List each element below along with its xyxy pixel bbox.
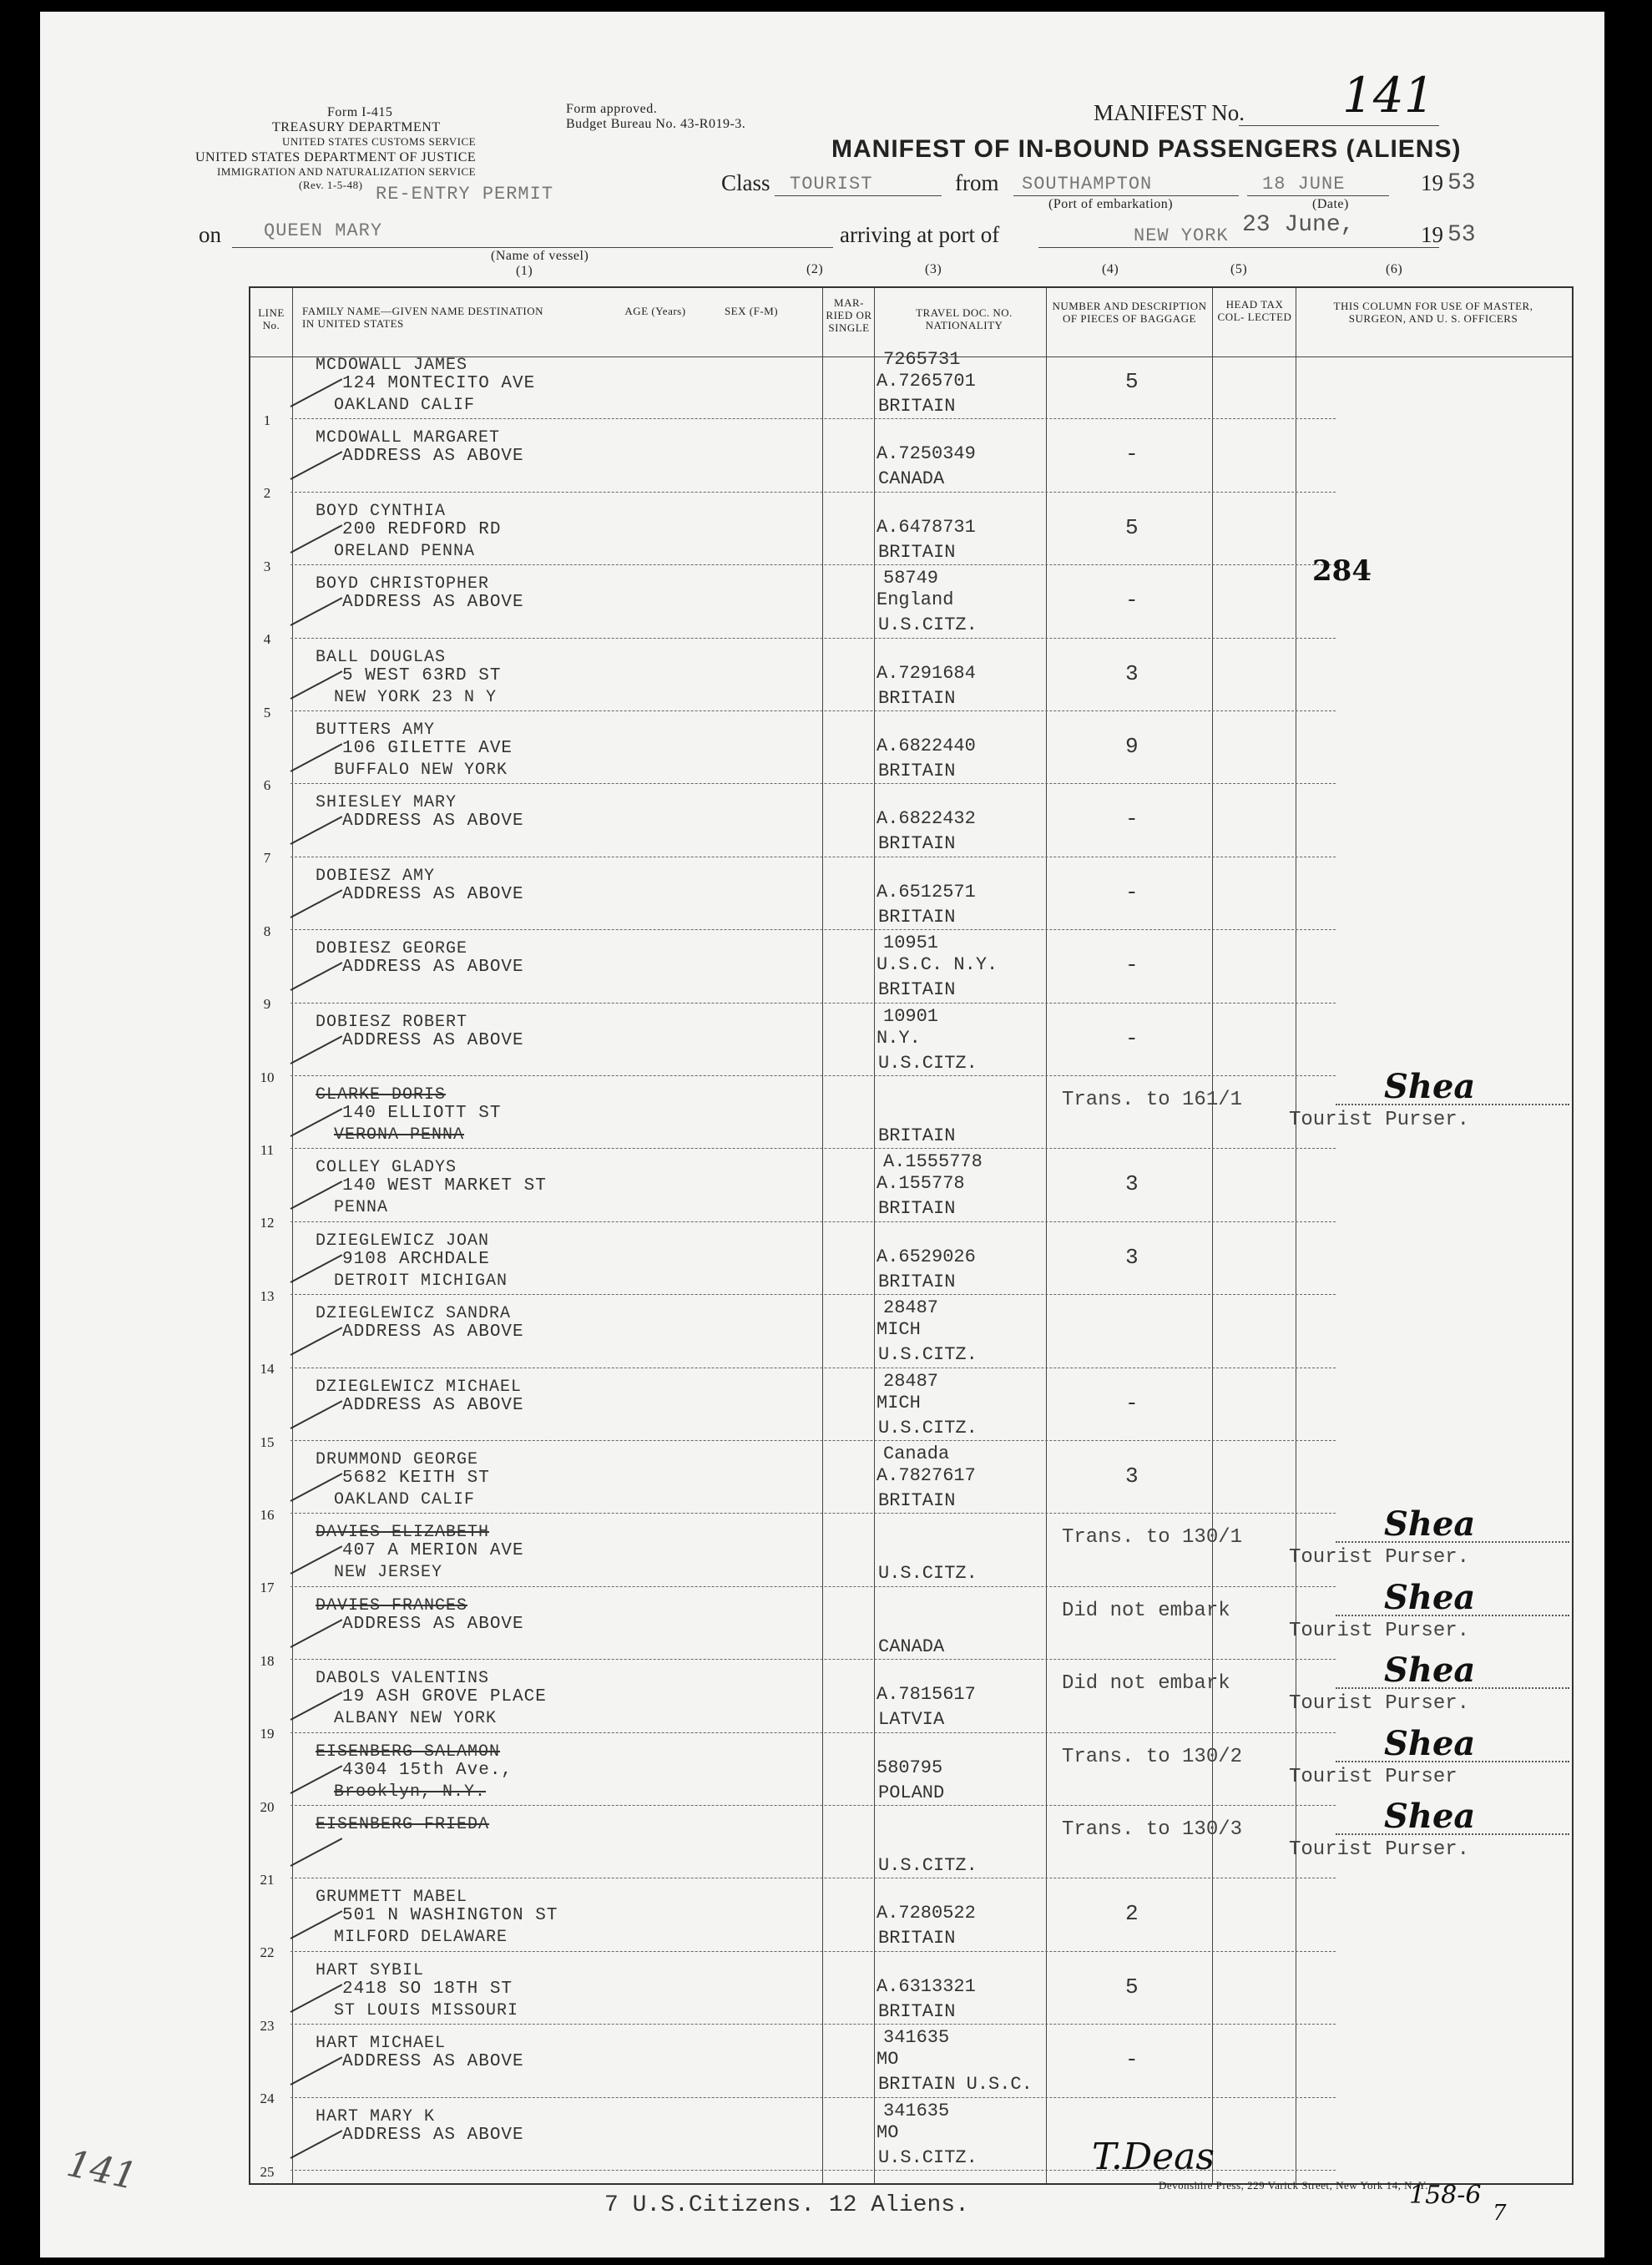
address-line: ADDRESS AS ABOVE — [342, 593, 524, 613]
line-number: 6 — [263, 777, 271, 793]
passenger-summary: 7 U.S.Citizens. 12 Aliens. — [604, 2192, 969, 2218]
travel-doc-number: A.6822440 — [877, 736, 976, 756]
city-line: BUFFALO NEW YORK — [334, 761, 508, 780]
class-label: Class — [721, 170, 770, 195]
nationality: U.S.CITZ. — [878, 614, 978, 636]
travel-doc-line1: 10901 — [883, 1005, 939, 1027]
passenger-name: BALL DOUGLAS — [316, 647, 447, 667]
city-line: NEW JERSEY — [334, 1563, 443, 1583]
ins-service: IMMIGRATION AND NATURALIZATION SERVICE — [217, 165, 477, 178]
address-line: 5682 KEITH ST — [342, 1469, 490, 1488]
tourist-purser: Tourist Purser. — [1289, 1838, 1470, 1861]
signature-dotted-line — [1336, 1761, 1569, 1762]
passenger-name: DAVIES ELIZABETH — [316, 1523, 490, 1543]
line-number: 17 — [260, 1580, 275, 1596]
city-line: NEW YORK 23 N Y — [334, 687, 498, 707]
city-line: PENNA — [334, 1198, 389, 1218]
line-number: 16 — [260, 1507, 275, 1523]
row-divider — [290, 2024, 1336, 2025]
travel-doc-number: A.6512571 — [877, 881, 976, 902]
address-line: ADDRESS AS ABOVE — [342, 447, 524, 467]
passenger-name: DRUMMOND GEORGE — [316, 1450, 479, 1469]
vessel-name: QUEEN MARY — [264, 220, 383, 241]
class-value: TOURIST — [790, 174, 873, 195]
baggage-count: - — [1125, 1390, 1139, 1416]
baggage-count: 3 — [1125, 660, 1139, 686]
address-line: 124 MONTECITO AVE — [342, 374, 536, 393]
row-divider — [290, 2097, 1336, 2098]
baggage-count: 5 — [1125, 514, 1139, 540]
passenger-name: SHIESLEY MARY — [316, 793, 457, 813]
passenger-name: CLARKE DORIS — [316, 1085, 447, 1105]
row-divider — [290, 492, 1336, 493]
travel-doc-line1: 28487 — [883, 1370, 939, 1392]
address-line: 407 A MERION AVE — [342, 1541, 524, 1561]
passenger-name: BUTTERS AMY — [316, 720, 436, 740]
address-line: ADDRESS AS ABOVE — [342, 811, 524, 832]
nationality: CANADA — [878, 468, 945, 490]
travel-doc-number: A.155778 — [877, 1173, 965, 1195]
baggage-count: 2 — [1125, 1901, 1139, 1927]
line-number: 1 — [263, 412, 271, 428]
signature-dotted-line — [1336, 1687, 1569, 1689]
address-line: ADDRESS AS ABOVE — [342, 1030, 524, 1050]
line-number: 3 — [263, 558, 271, 574]
arriving-label: arriving at port of — [840, 222, 1000, 247]
arrival-port: NEW YORK — [1134, 225, 1229, 246]
nationality: BRITAIN — [878, 761, 956, 781]
arrival-date: 23 June, — [1242, 212, 1355, 238]
passenger-name: EISENBERG SALAMON — [316, 1742, 501, 1762]
signature-dotted-line — [1336, 1833, 1569, 1835]
header-baggage: NUMBER AND DESCRIPTION OF PIECES OF BAGGAGE — [1052, 300, 1207, 325]
nationality: BRITAIN — [878, 833, 956, 855]
row-divider — [290, 1951, 1336, 1952]
year2: 53 — [1447, 222, 1476, 248]
row-divider — [290, 1294, 1336, 1295]
address-line: ADDRESS AS ABOVE — [342, 1395, 524, 1415]
baggage-count: - — [1125, 1025, 1139, 1051]
address-line: ADDRESS AS ABOVE — [342, 884, 524, 904]
nationality: BRITAIN — [878, 396, 956, 417]
line-number: 12 — [260, 1215, 275, 1231]
port-embark-caption: (Port of embarkation) — [1048, 197, 1174, 211]
row-divider — [290, 1732, 1336, 1733]
travel-doc-line1: A.1555778 — [883, 1151, 983, 1173]
col6-number: (6) — [1386, 262, 1403, 276]
nationality: POLAND — [878, 1782, 945, 1803]
nationality: BRITAIN — [878, 1928, 956, 1949]
header-sex: SEX (F-M) — [724, 305, 779, 317]
travel-doc-number: A.7280522 — [877, 1903, 976, 1924]
baggage-count: - — [1125, 953, 1139, 978]
from-label: from — [955, 170, 999, 195]
vessel-col: (1) — [516, 264, 533, 278]
travel-doc-number: A.7265701 — [877, 371, 976, 392]
header-travel-doc: TRAVEL DOC. NO. NATIONALITY — [916, 306, 1013, 331]
city-line: OAKLAND CALIF — [334, 1490, 476, 1509]
row-divider — [290, 1440, 1336, 1441]
passenger-name: BOYD CYNTHIA — [316, 501, 447, 521]
baggage-count: 3 — [1125, 1171, 1139, 1197]
line-number: 22 — [260, 1944, 275, 1961]
travel-doc-number: A.7291684 — [877, 662, 976, 684]
nationality: U.S.CITZ. — [878, 1052, 978, 1074]
nationality: BRITAIN — [878, 979, 956, 1001]
customs-service: UNITED STATES CUSTOMS SERVICE — [282, 135, 477, 148]
status-note: Trans. to 130/3 — [1062, 1818, 1243, 1841]
reentry-permit: RE-ENTRY PERMIT — [376, 184, 554, 205]
city-line: Brooklyn, N.Y. — [334, 1782, 487, 1802]
form-number: Form I-415 — [327, 105, 393, 119]
nationality: U.S.CITZ. — [878, 1417, 978, 1438]
manifest-number: 141 — [1342, 67, 1435, 124]
line-number: 10 — [260, 1069, 275, 1085]
passenger-name: EISENBERG FRIEDA — [316, 1815, 490, 1834]
manifest-label: MANIFEST No. — [1094, 100, 1245, 125]
line-number: 5 — [263, 704, 271, 720]
travel-doc-line1: 7265731 — [883, 349, 961, 370]
revision: (Rev. 1-5-48) — [299, 179, 363, 191]
line-number: 18 — [260, 1652, 275, 1669]
signature-dotted-line — [1336, 1104, 1569, 1105]
city-line: MILFORD DELAWARE — [334, 1928, 508, 1948]
travel-doc-line1: 28487 — [883, 1297, 939, 1319]
head-tax-mark: 284 — [1312, 554, 1372, 588]
col2-number: (2) — [806, 262, 824, 276]
baggage-count: 9 — [1125, 734, 1139, 759]
address-line: 140 ELLIOTT ST — [342, 1104, 502, 1123]
address-line: 140 WEST MARKET ST — [342, 1176, 547, 1196]
col5-number: (5) — [1230, 262, 1248, 276]
justice-dept: UNITED STATES DEPARTMENT OF JUSTICE — [195, 150, 477, 164]
nationality: U.S.CITZ. — [878, 1563, 978, 1585]
line-number: 7 — [263, 850, 271, 867]
row-divider — [290, 638, 1336, 639]
form-approved: Form approved. — [566, 102, 658, 116]
year1-prefix: 19 — [1421, 170, 1443, 195]
line-number: 21 — [260, 1872, 275, 1888]
city-line: ALBANY NEW YORK — [334, 1709, 498, 1729]
travel-doc-number: 580795 — [877, 1757, 943, 1778]
row-divider — [290, 1586, 1336, 1587]
manifest-title: MANIFEST OF IN-BOUND PASSENGERS (ALIENS) — [831, 135, 1462, 163]
col3-number: (3) — [925, 262, 942, 276]
header-name: FAMILY NAME—GIVEN NAME DESTINATION IN UNITED STATES — [302, 305, 544, 330]
baggage-count: 5 — [1125, 1974, 1139, 2000]
purser-signature: Shea — [1384, 1577, 1476, 1617]
line-number: 20 — [260, 1798, 275, 1815]
travel-doc-line1: Canada — [883, 1443, 950, 1464]
line-number: 11 — [260, 1142, 275, 1158]
city-line: VERONA PENNA — [334, 1125, 465, 1145]
travel-doc-line1: 341635 — [883, 2100, 950, 2121]
treasury-dept: TREASURY DEPARTMENT — [272, 120, 441, 134]
travel-doc-number: A.6478731 — [877, 516, 976, 538]
col4-number: (4) — [1102, 262, 1119, 276]
passenger-name: DOBIESZ GEORGE — [316, 939, 468, 959]
line-number: 4 — [263, 631, 271, 648]
line-number: 19 — [260, 1726, 275, 1742]
row-divider — [290, 1221, 1336, 1222]
address-line: 501 N WASHINGTON ST — [342, 1906, 558, 1926]
address-line: 106 GILETTE AVE — [342, 739, 513, 758]
line-number: 8 — [263, 923, 271, 939]
passenger-name: MCDOWALL JAMES — [316, 356, 468, 375]
vessel-caption: (Name of vessel) — [491, 249, 589, 263]
row-divider — [290, 1075, 1336, 1076]
embark-date: 18 JUNE — [1262, 174, 1346, 195]
row-divider — [290, 1659, 1336, 1660]
officer-note: 158-6 — [1409, 2181, 1482, 2210]
nationality: BRITAIN — [878, 541, 956, 563]
passenger-name: COLLEY GLADYS — [316, 1158, 457, 1178]
nationality: BRITAIN — [878, 1271, 956, 1292]
row-divider — [290, 418, 1336, 419]
nationality: BRITAIN — [878, 906, 956, 928]
header-line-no: LINE No. — [258, 306, 285, 331]
tourist-purser: Tourist Purser. — [1289, 1109, 1470, 1131]
line-number: 23 — [260, 2017, 275, 2034]
city-line: ST LOUIS MISSOURI — [334, 2000, 519, 2020]
header-officer-use: THIS COLUMN FOR USE OF MASTER, SURGEON, AND U. S. OFFICERS — [1333, 300, 1533, 325]
travel-doc-number: U.S.C. N.Y. — [877, 954, 998, 976]
line-number: 25 — [260, 2163, 275, 2180]
tourist-purser: Tourist Purser. — [1289, 1546, 1470, 1570]
address-line: 9108 ARCHDALE — [342, 1249, 490, 1269]
row-divider — [290, 1805, 1336, 1806]
purser-signature: Shea — [1384, 1067, 1476, 1106]
travel-doc-number: A.7250349 — [877, 443, 976, 465]
margin-number: 141 — [63, 2141, 141, 2199]
status-note: Did not embark — [1062, 1672, 1230, 1696]
travel-doc-number: A.6822432 — [877, 808, 976, 830]
year1: 53 — [1447, 170, 1476, 196]
officer-signature: T.Deas — [1092, 2136, 1215, 2178]
city-line: DETROIT MICHIGAN — [334, 1271, 508, 1291]
line-number: 14 — [260, 1361, 275, 1378]
nationality: LATVIA — [878, 1709, 945, 1731]
status-note: Trans. to 161/1 — [1062, 1089, 1243, 1111]
row-divider — [290, 564, 1336, 565]
address-line: 4304 15th Ave., — [342, 1760, 513, 1780]
address-line: ADDRESS AS ABOVE — [342, 2125, 524, 2145]
nationality: U.S.CITZ. — [878, 2146, 978, 2168]
tourist-purser: Tourist Purser. — [1289, 1692, 1470, 1716]
address-line: 200 REDFORD RD — [342, 519, 502, 539]
nationality: U.S.CITZ. — [878, 1855, 978, 1876]
city-line: OAKLAND CALIF — [334, 396, 476, 415]
passenger-name: DZIEGLEWICZ SANDRA — [316, 1304, 512, 1324]
passenger-name: DZIEGLEWICZ JOAN — [316, 1231, 490, 1251]
row-divider — [290, 1003, 1336, 1004]
date-caption: (Date) — [1312, 197, 1349, 211]
header-head-tax: HEAD TAX COL- LECTED — [1217, 298, 1292, 323]
line-number: 24 — [260, 2091, 275, 2107]
nationality: BRITAIN — [878, 1490, 956, 1511]
purser-signature: Shea — [1384, 1504, 1476, 1545]
nationality: BRITAIN — [878, 687, 956, 709]
signature-dotted-line — [1336, 1541, 1569, 1543]
status-note: Did not embark — [1062, 1599, 1230, 1622]
passenger-name: DABOLS VALENTINS — [316, 1669, 490, 1689]
passenger-name: MCDOWALL MARGARET — [316, 428, 501, 448]
officer-note-2: 7 — [1493, 2201, 1507, 2226]
travel-doc-number: MO — [877, 2049, 899, 2070]
baggage-count: - — [1125, 588, 1139, 614]
manifest-page — [40, 12, 1604, 2257]
travel-doc-number: N.Y. — [877, 1027, 921, 1049]
travel-doc-number: A.6529026 — [877, 1246, 976, 1267]
travel-doc-number: MICH — [877, 1392, 921, 1413]
status-note: Trans. to 130/1 — [1062, 1526, 1243, 1550]
passenger-name: HART MARY K — [316, 2106, 436, 2126]
year2-prefix: 19 — [1421, 222, 1443, 247]
travel-doc-number: England — [877, 589, 954, 611]
address-line: 19 ASH GROVE PLACE — [342, 1687, 547, 1707]
passenger-name: BOYD CHRISTOPHER — [316, 574, 490, 594]
on-label: on — [199, 222, 221, 247]
address-line: ADDRESS AS ABOVE — [342, 1614, 524, 1634]
travel-doc-number: A.7827617 — [877, 1465, 976, 1486]
row-divider — [290, 929, 1336, 930]
signature-dotted-line — [1336, 1615, 1569, 1616]
nationality: BRITAIN — [878, 1198, 956, 1220]
baggage-count: - — [1125, 442, 1139, 468]
row-divider — [290, 783, 1336, 784]
travel-doc-number: A.7815617 — [877, 1684, 976, 1706]
passenger-name: DOBIESZ ROBERT — [316, 1012, 468, 1032]
line-number: 2 — [263, 485, 271, 502]
nationality: BRITAIN U.S.C. — [878, 2074, 1033, 2096]
baggage-count: - — [1125, 879, 1139, 905]
passenger-name: DAVIES FRANCES — [316, 1595, 468, 1615]
baggage-count: 5 — [1125, 369, 1139, 394]
status-note: Trans. to 130/2 — [1062, 1745, 1243, 1768]
address-line: 2418 SO 18TH ST — [342, 1979, 513, 1999]
purser-signature: Shea — [1384, 1723, 1476, 1763]
printer-line: Devonshire Press, 229 Varick Street, New York 14, N. Y. — [1159, 2179, 1428, 2192]
travel-doc-line1: 58749 — [883, 568, 939, 589]
row-divider — [290, 1148, 1336, 1149]
tourist-purser: Tourist Purser — [1289, 1765, 1457, 1788]
purser-signature: Shea — [1384, 1797, 1476, 1836]
tourist-purser: Tourist Purser. — [1289, 1619, 1470, 1642]
header-age: AGE (Years) — [624, 305, 686, 317]
baggage-count: - — [1125, 806, 1139, 832]
purser-signature: Shea — [1384, 1651, 1476, 1691]
city-line: ORELAND PENNA — [334, 541, 476, 561]
travel-doc-number: MICH — [877, 1319, 921, 1341]
address-line: 5 WEST 63RD ST — [342, 665, 502, 685]
travel-doc-number: MO — [877, 2121, 899, 2143]
line-number: 13 — [260, 1287, 275, 1304]
address-line: ADDRESS AS ABOVE — [342, 1322, 524, 1342]
passenger-name: DZIEGLEWICZ MICHAEL — [316, 1377, 523, 1397]
travel-doc-line1: 341635 — [883, 2027, 950, 2049]
travel-doc-line1: 10951 — [883, 933, 939, 954]
nationality: BRITAIN — [878, 2000, 956, 2022]
passenger-name: DOBIESZ AMY — [316, 866, 436, 886]
passenger-name: HART MICHAEL — [316, 2034, 447, 2054]
budget-bureau: Budget Bureau No. 43-R019-3. — [566, 117, 746, 131]
nationality: BRITAIN — [878, 1125, 956, 1146]
baggage-count: - — [1125, 2047, 1139, 2073]
header-married: MAR- RIED OR SINGLE — [826, 296, 872, 334]
baggage-count: 3 — [1125, 1244, 1139, 1270]
row-divider — [290, 1513, 1336, 1514]
address-line: ADDRESS AS ABOVE — [342, 2052, 524, 2072]
travel-doc-number: A.6313321 — [877, 1975, 976, 1997]
line-number: 15 — [260, 1433, 275, 1450]
passenger-name: GRUMMETT MABEL — [316, 1888, 468, 1908]
port-of-embarkation: SOUTHAMPTON — [1022, 174, 1153, 195]
nationality: U.S.CITZ. — [878, 1344, 978, 1366]
passenger-name: HART SYBIL — [316, 1960, 425, 1980]
nationality: CANADA — [878, 1636, 945, 1657]
baggage-count: 3 — [1125, 1464, 1139, 1489]
address-line: ADDRESS AS ABOVE — [342, 958, 524, 978]
row-divider — [290, 710, 1336, 711]
line-number: 9 — [263, 996, 271, 1013]
